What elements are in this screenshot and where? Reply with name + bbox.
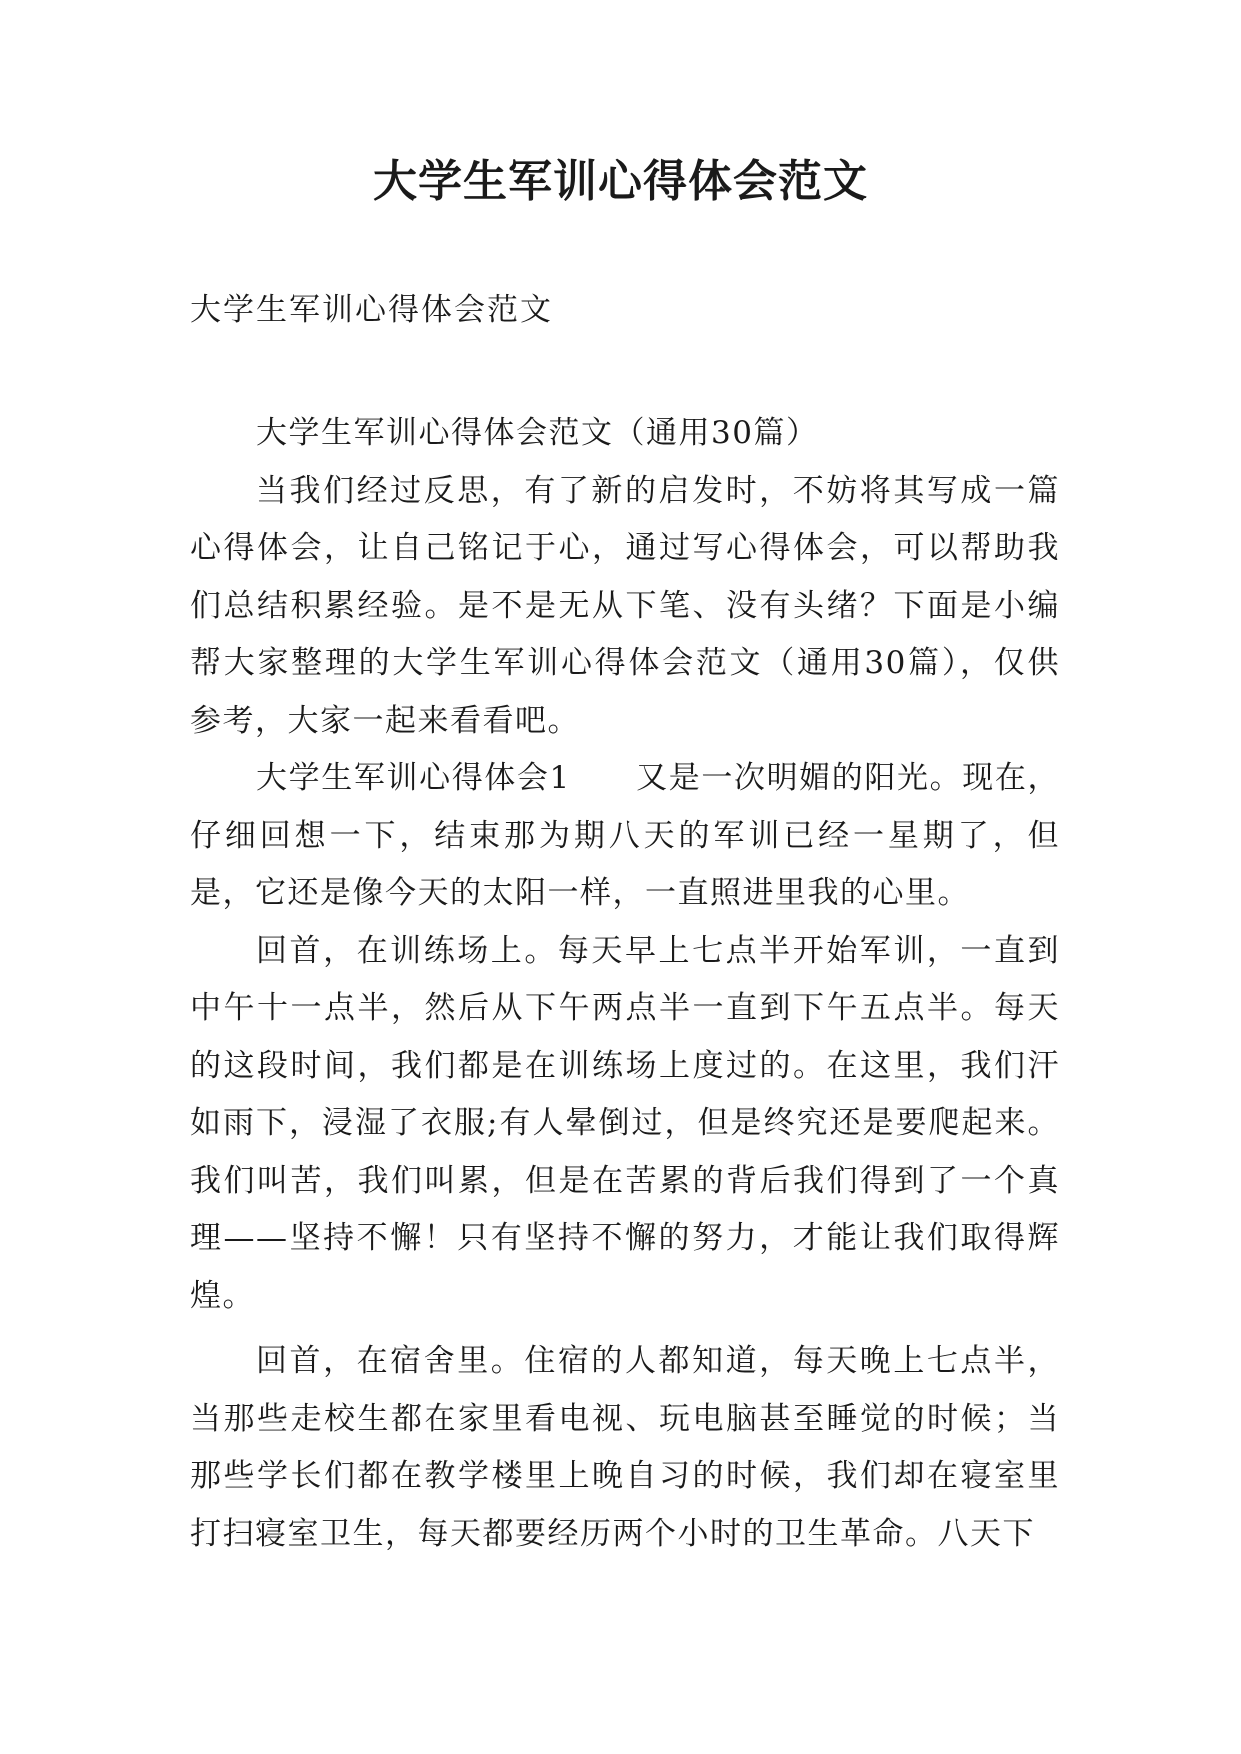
document-subtitle: 大学生军训心得体会范文 (190, 292, 553, 328)
document-title: 大学生军训心得体会范文 (373, 156, 868, 207)
document-body (190, 405, 1060, 1563)
paragraph-dormitory: 回首，在宿舍里。住宿的人都知道，每天晚上七点半，当那些走校生都在家里看电视、玩电脑甚至睡觉的时候；当那些学长们都在教学楼里上晚自习的时候，我们却在寝室里打扫寝室卫生，每天都要经历两个小时的卫生革命。八天下 (190, 1343, 1060, 1552)
paragraph-essay-1-opening: 大学生军训心得体会1 又是一次明媚的阳光。现在，仔细回想一下，结束那为期八天的军训已经一星期了，但是，它还是像今天的太阳一样，一直照进里我的心里。 (190, 760, 1060, 911)
paragraph-heading: 大学生军训心得体会范文（通用30篇） (256, 415, 819, 451)
paragraph-intro: 当我们经过反思，有了新的启发时，不妨将其写成一篇心得体会，让自己铭记于心，通过写心得体会，可以帮助我们总结积累经验。是不是无从下笔、没有头绪？下面是小编帮大家整理的大学生军训心得体会范文（通用30篇），仅供参考，大家一起来看看吧。 (190, 472, 1060, 739)
paragraph-training-field: 回首，在训练场上。每天早上七点半开始军训，一直到中午十一点半，然后从下午两点半一直到下午五点半。每天的这段时间，我们都是在训练场上度过的。在这里，我们汗如雨下，浸湿了衣服;有人晕倒过，但是终究还是要爬起来。我们叫苦，我们叫累，但是在苦累的背后我们得到了一个真理——坚持不懈！只有坚持不懈的努力，才能让我们取得辉煌。 (190, 932, 1060, 1314)
